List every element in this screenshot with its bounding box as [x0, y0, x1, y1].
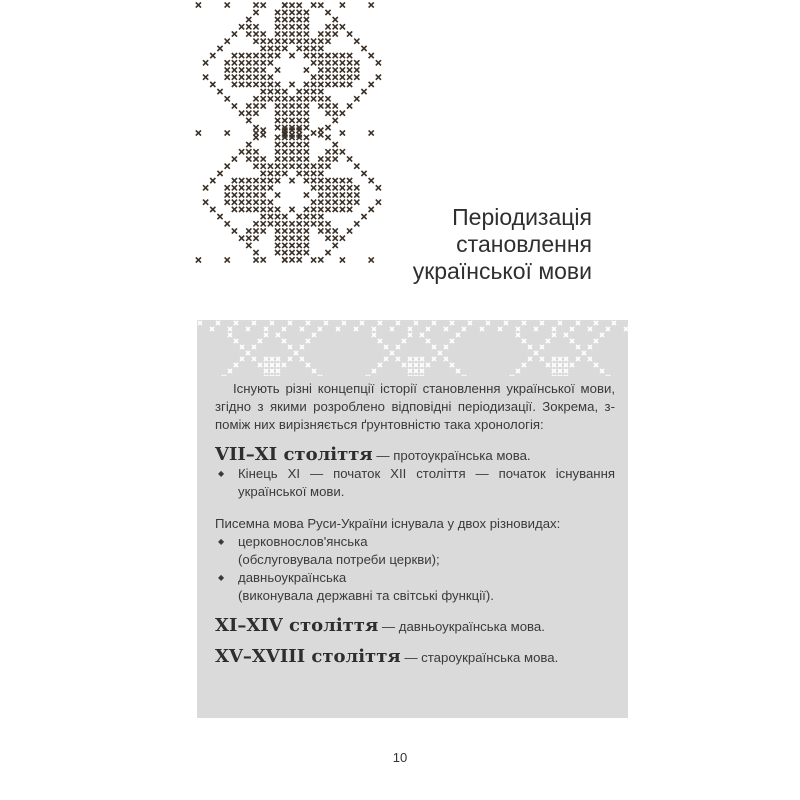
page-number: 10 [392, 750, 408, 765]
period-vii-xi [215, 446, 615, 465]
era-desc: — протоукраїнська мова. [372, 448, 531, 463]
period-xi-xiv [215, 617, 615, 636]
embroidery-ornament [195, 0, 395, 275]
written-text: Писемна мова Руси-України існувала у двох різновидах: [215, 516, 561, 531]
period-xv-xviii [215, 648, 615, 667]
intro-text: Існують різні концепції історії становлення української мови, згідно з якими розроблено відповідні періодизації. Зокрема, з-поміж них вирізняється ґрунтовністю така хронологія: [215, 381, 615, 432]
era-label: XI–XIV століття [215, 615, 379, 636]
era-label: VII–XI століття [215, 444, 373, 465]
variant-name: ◆ церковнослов'янська [238, 534, 368, 549]
era-label: XV–XVIII століття [215, 646, 401, 667]
variant-note: (обслуговувала потреби церкви); [238, 552, 440, 567]
embroidery-band [197, 320, 628, 376]
era-desc: — староукраїнська мова. [400, 650, 559, 665]
info-content [215, 380, 615, 667]
variant-name: ◆ давньоукраїнська [238, 570, 347, 585]
bullet-item [215, 569, 615, 605]
title-line: Періодизація [452, 204, 592, 230]
title-line: становлення [456, 231, 592, 257]
title-line: української мови [412, 258, 592, 284]
era-desc: — давньоукраїнська мова. [378, 619, 545, 634]
variant-note: (виконувала державні та світські функції). [238, 588, 494, 603]
bullet-item [215, 533, 615, 569]
info-box [197, 320, 628, 718]
bullet-item: ◆ Кінець XI — початок XII століття — початок існування української мови. [215, 465, 615, 501]
page-title [413, 204, 592, 285]
